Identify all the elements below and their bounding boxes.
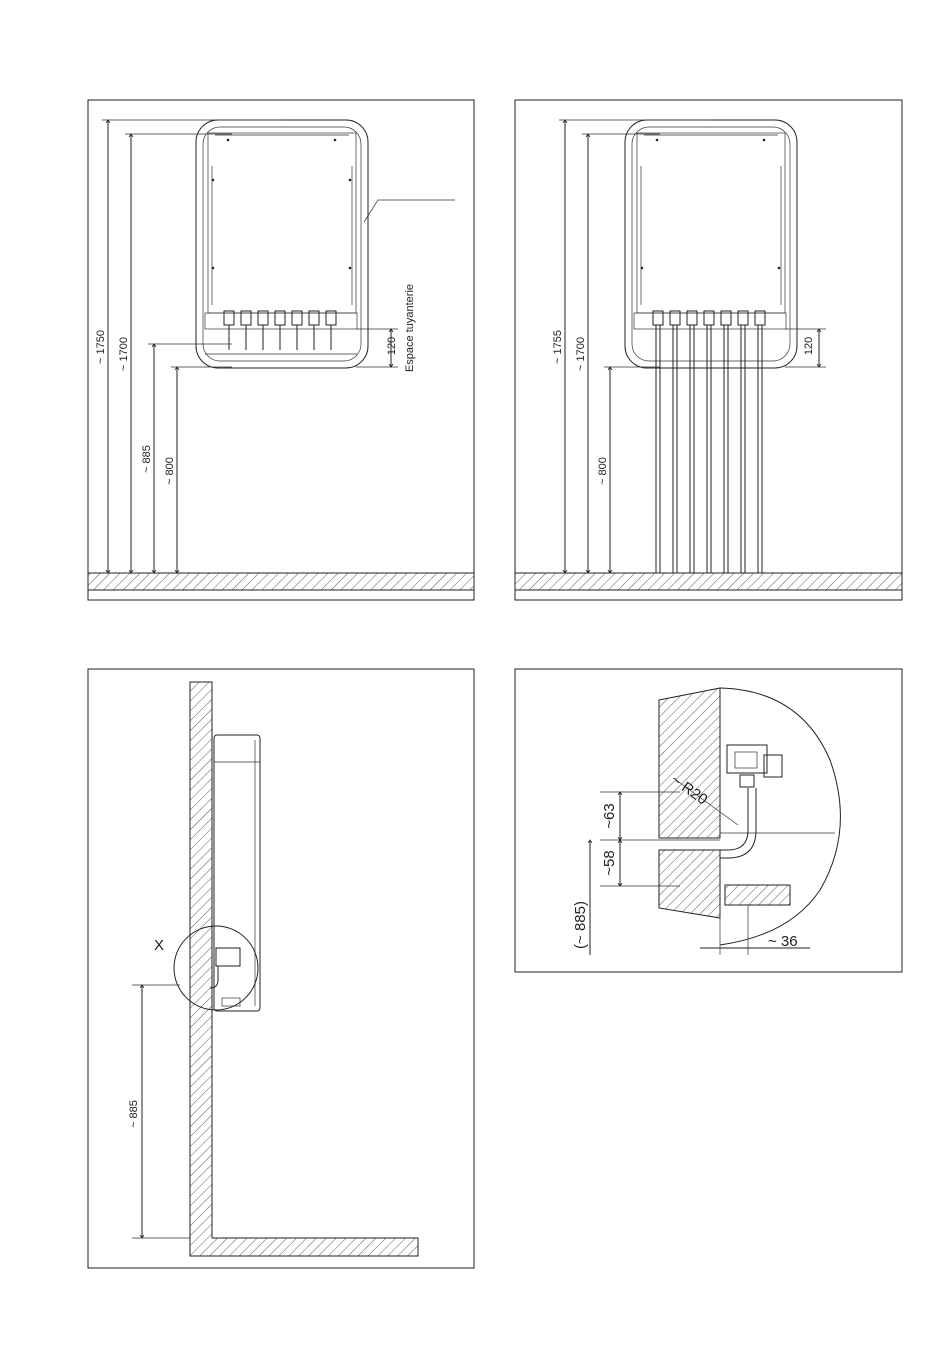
dim-height-885: ~ 885 xyxy=(141,445,153,473)
dim-height-1750: ~ 1750 xyxy=(95,330,107,364)
panel-frame xyxy=(515,100,902,600)
dim-120: 120 xyxy=(386,336,398,356)
wall-section-lower xyxy=(659,850,720,918)
panel-frame xyxy=(88,669,474,1268)
dim-36: ~ 36 xyxy=(768,933,798,950)
dim-885-reference: (~ 885) xyxy=(572,901,589,949)
callout-pipe-space: Espace tuyanterie xyxy=(404,283,416,373)
floor-hatch xyxy=(88,573,474,590)
panel-side-view xyxy=(88,669,474,1268)
floor-section xyxy=(725,885,790,905)
dim-radius-20: ~ R20 xyxy=(667,771,711,809)
callout-leader xyxy=(364,200,455,222)
panel-detail-x xyxy=(515,669,902,972)
dim-height-885: ~ 885 xyxy=(128,1100,140,1128)
wall-section-upper xyxy=(659,688,720,838)
valve-block xyxy=(727,745,782,787)
floor-pipes xyxy=(656,325,762,573)
dim-height-800: ~ 800 xyxy=(597,457,609,485)
dim-height-1700: ~ 1700 xyxy=(118,337,130,371)
dim-58: ~58 xyxy=(601,850,618,876)
floor-hatch xyxy=(515,573,902,590)
boiler-front xyxy=(196,120,368,368)
dim-120: 120 xyxy=(803,336,815,356)
panel-front-view-floor-pipes xyxy=(515,100,902,600)
bent-pipe xyxy=(720,788,748,850)
dim-height-800: ~ 800 xyxy=(164,457,176,485)
dim-height-1700: ~ 1700 xyxy=(575,337,587,371)
boiler-side xyxy=(210,735,260,1011)
pipe-connectors xyxy=(224,311,336,350)
detail-marker-x: X xyxy=(154,937,165,954)
detail-boundary xyxy=(720,688,840,945)
dim-height-1755: ~ 1755 xyxy=(552,330,564,364)
panel-frame xyxy=(88,100,474,600)
dim-63: ~63 xyxy=(601,803,618,829)
wall-and-floor-hatch xyxy=(190,682,418,1256)
panel-front-view-wall-pipes xyxy=(88,100,474,600)
detail-circle-x xyxy=(174,926,258,1010)
